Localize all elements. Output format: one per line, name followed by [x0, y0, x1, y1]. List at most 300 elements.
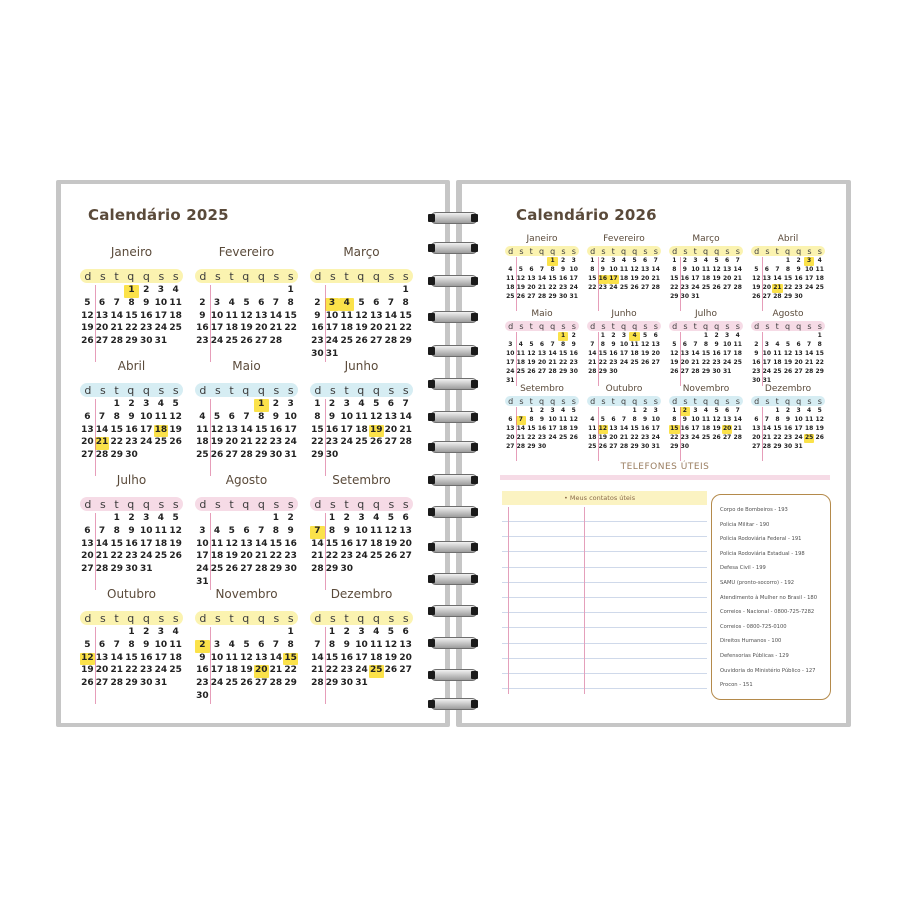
day-cell: 31 [762, 377, 772, 384]
day-cell: 5 [228, 525, 235, 536]
day-cell: 25 [558, 434, 568, 441]
month-março [669, 234, 743, 306]
day-cell: 18 [355, 424, 368, 435]
day-cell: 26 [225, 564, 239, 575]
day-cell: 24 [548, 434, 557, 441]
day-cell: 24 [609, 284, 618, 291]
emergency-number: Atendimento à Mulher no Brasil - 180 [720, 594, 818, 601]
day-cell: 16 [640, 425, 650, 432]
note-line [502, 567, 707, 568]
day-cell: 18 [154, 538, 168, 549]
day-cell: 5 [518, 266, 523, 273]
spiral-ring [430, 441, 478, 453]
weekday-header [195, 383, 298, 397]
emergency-numbers-box [711, 494, 831, 700]
day-cell: 20 [254, 665, 269, 678]
weekday-letter: s [653, 396, 658, 406]
day-cell: 16 [680, 425, 690, 432]
day-cell: 3 [693, 407, 698, 414]
day-cell: 8 [600, 341, 605, 348]
day-cell: 6 [529, 266, 534, 273]
weekday-header [310, 383, 413, 397]
day-cell: 13 [399, 639, 412, 650]
day-cell: 7 [272, 297, 280, 308]
day-cell: 13 [399, 525, 412, 536]
weekday-header [751, 396, 825, 406]
emergency-number: Correios - 0800-725-0100 [720, 623, 787, 630]
day-cell: 12 [210, 424, 224, 435]
day-cell: 27 [81, 450, 94, 461]
day-cell: 18 [773, 359, 782, 366]
note-margin [508, 507, 509, 694]
day-cell: 22 [670, 284, 679, 291]
day-cell: 21 [733, 275, 742, 282]
weekday-letter: t [611, 321, 615, 331]
day-cell: 28 [110, 678, 124, 689]
month-abril [751, 234, 825, 306]
day-cell: 6 [682, 341, 687, 348]
month-fevereiro [587, 234, 661, 306]
day-cell: 12 [355, 310, 368, 321]
day-cell: 12 [640, 341, 650, 348]
day-cell: 10 [619, 341, 629, 348]
day-cell: 8 [287, 639, 294, 650]
day-cell: 3 [213, 639, 221, 650]
day-cell: 10 [651, 416, 660, 423]
day-cell: 26 [169, 437, 182, 448]
day-cell: 1 [287, 285, 294, 295]
day-cell: 1 [113, 399, 120, 409]
day-cell: 21 [691, 359, 700, 366]
day-cell: 13 [240, 538, 253, 549]
day-cell: 10 [325, 310, 339, 321]
emergency-number: Polícia Rodoviária Federal - 191 [720, 536, 802, 543]
day-cell: 4 [339, 298, 354, 311]
weekday-letter: q [142, 497, 150, 511]
day-cell: 10 [196, 538, 209, 549]
day-cell: 14 [95, 538, 109, 549]
day-cell: 1 [328, 627, 336, 637]
day-cell: 9 [314, 310, 321, 321]
weekday-letter: q [372, 611, 380, 625]
day-cell: 5 [785, 341, 791, 348]
day-cell: 15 [110, 538, 124, 549]
day-cell: 21 [773, 284, 782, 291]
weekday-letter: t [529, 396, 533, 406]
day-cell: 6 [796, 341, 801, 348]
emergency-number: SAMU (pronto-socorro) - 192 [720, 579, 795, 586]
day-cell: 9 [561, 266, 566, 273]
day-cell: 5 [172, 399, 179, 409]
day-cell: 11 [516, 350, 526, 357]
weekday-letter: t [529, 246, 533, 256]
day-cell: 8 [328, 639, 336, 650]
day-cell: 22 [598, 359, 608, 366]
day-cell: 28 [804, 368, 814, 375]
weekday-letter: s [765, 321, 770, 331]
month-name: Abril [117, 359, 146, 373]
day-cell: 10 [210, 310, 224, 321]
weekday-letter: q [357, 611, 365, 625]
day-cell: 15 [558, 350, 568, 357]
weekday-letter: s [653, 246, 658, 256]
day-cell: 24 [139, 437, 153, 448]
day-cell: 24 [210, 336, 224, 347]
day-cell: 30 [125, 450, 138, 461]
day-cell: 5 [714, 407, 719, 414]
weekday-header [310, 497, 413, 511]
day-cell: 29 [558, 368, 568, 375]
day-cell: 8 [632, 416, 637, 423]
weekday-letter: s [273, 497, 280, 511]
day-cell: 21 [804, 359, 814, 366]
weekday-letter: q [372, 383, 380, 397]
day-cell: 25 [154, 437, 168, 448]
day-cell: 2 [143, 285, 150, 295]
day-cell: 23 [325, 437, 339, 448]
day-cell: 7 [764, 416, 769, 423]
day-cell: 1 [128, 627, 135, 637]
day-cell: 6 [228, 411, 235, 422]
day-cell: 12 [225, 538, 239, 549]
day-cell: 29 [125, 678, 138, 689]
day-cell: 8 [113, 411, 120, 422]
month-junho [310, 359, 413, 467]
day-cell: 6 [98, 639, 106, 650]
day-cell: 27 [254, 336, 268, 347]
day-cell: 8 [703, 341, 709, 348]
day-cell: 20 [537, 359, 547, 366]
day-cell: 4 [172, 285, 179, 295]
weekday-header [669, 396, 743, 406]
day-cell: 10 [691, 266, 700, 273]
day-cell: 11 [225, 652, 239, 663]
day-cell: 3 [725, 332, 730, 339]
day-cell: 28 [95, 564, 109, 575]
day-cell: 3 [343, 399, 350, 409]
day-cell: 20 [240, 551, 253, 562]
day-cell: 4 [358, 399, 365, 409]
day-cell: 22 [284, 323, 297, 334]
weekday-letter: d [314, 497, 322, 511]
day-cell: 13 [752, 425, 761, 432]
day-cell: 30 [558, 293, 568, 300]
margin-line [598, 257, 599, 311]
month-dezembro [751, 384, 825, 456]
day-cell: 20 [95, 665, 109, 676]
day-cell: 25 [701, 284, 711, 291]
day-cell: 26 [240, 336, 253, 347]
day-cell: 12 [630, 266, 639, 273]
weekday-letter: q [632, 396, 638, 406]
day-cell: 18 [369, 538, 383, 549]
day-cell: 29 [815, 368, 824, 375]
day-cell: 11 [773, 350, 782, 357]
weekday-header [751, 246, 825, 256]
weekday-letter: s [402, 611, 409, 625]
day-cell: 5 [373, 399, 380, 409]
day-cell: 20 [254, 323, 268, 334]
day-cell: 15 [588, 275, 597, 282]
day-cell: 25 [369, 665, 384, 678]
day-cell: 15 [125, 652, 138, 663]
day-cell: 22 [110, 437, 124, 448]
day-cell: 26 [640, 359, 650, 366]
day-cell: 26 [240, 678, 253, 689]
day-cell: 24 [569, 284, 578, 291]
day-cell: 14 [399, 411, 412, 422]
day-cell: 13 [254, 652, 268, 663]
margin-line [516, 257, 517, 311]
weekday-letter: s [388, 269, 395, 283]
weekday-letter: q [784, 321, 791, 331]
weekday-letter: t [611, 396, 615, 406]
day-cell: 6 [643, 257, 648, 264]
day-cell: 1 [254, 399, 269, 412]
emergency-number: Polícia Militar - 190 [720, 521, 770, 528]
day-cell: 13 [609, 425, 618, 432]
day-cell: 2 [143, 627, 150, 637]
day-cell: 9 [682, 416, 687, 423]
day-cell: 20 [81, 551, 94, 562]
margin-line [210, 627, 211, 704]
day-cell: 3 [358, 513, 365, 523]
day-cell: 1 [272, 513, 280, 523]
day-cell: 21 [619, 434, 629, 441]
day-cell: 16 [558, 275, 568, 282]
day-cell: 23 [537, 434, 547, 441]
day-cell: 7 [387, 297, 395, 308]
day-cell: 8 [328, 525, 336, 536]
month-name: Março [343, 245, 380, 259]
day-cell: 10 [284, 411, 297, 422]
day-cell: 25 [225, 336, 239, 347]
weekday-letter: q [538, 396, 545, 406]
day-cell: 24 [794, 434, 803, 441]
day-cell: 17 [355, 652, 368, 663]
month-janeiro [80, 245, 183, 353]
weekday-letter: q [357, 497, 365, 511]
weekday-header [195, 269, 298, 283]
day-cell: 12 [80, 653, 95, 666]
weekday-letter: q [142, 269, 150, 283]
weekday-header [80, 611, 183, 625]
weekday-letter: t [229, 269, 234, 283]
day-cell: 12 [569, 416, 578, 423]
weekday-letter: s [214, 383, 221, 397]
weekday-letter: q [550, 246, 556, 256]
day-cell: 20 [722, 275, 732, 282]
weekday-letter: d [672, 321, 678, 331]
day-cell: 27 [95, 678, 109, 689]
day-cell: 8 [314, 411, 321, 422]
day-cell: 26 [527, 368, 536, 375]
weekday-letter: d [672, 246, 678, 256]
note-line [502, 658, 707, 659]
day-cell: 1 [328, 513, 336, 523]
day-cell: 29 [630, 443, 639, 450]
day-cell: 7 [550, 341, 555, 348]
weekday-letter: s [388, 611, 395, 625]
day-cell: 25 [154, 551, 168, 562]
weekday-letter: t [114, 383, 119, 397]
day-cell: 31 [325, 348, 339, 359]
day-cell: 5 [817, 407, 822, 414]
margin-line [325, 513, 326, 590]
day-cell: 12 [712, 416, 721, 423]
day-cell: 1 [402, 285, 409, 295]
weekday-letter: s [561, 396, 566, 406]
day-cell: 19 [630, 275, 639, 282]
weekday-letter: d [590, 246, 596, 256]
day-cell: 28 [548, 368, 557, 375]
day-cell: 11 [619, 266, 629, 273]
day-cell: 28 [516, 443, 526, 450]
day-cell: 1 [817, 332, 822, 339]
weekday-header [669, 246, 743, 256]
month-name: Fevereiro [603, 234, 645, 244]
day-cell: 17 [762, 359, 772, 366]
day-cell: 12 [169, 525, 182, 536]
weekday-header [310, 611, 413, 625]
weekday-letter: q [257, 383, 265, 397]
day-cell: 3 [143, 513, 150, 523]
day-cell: 14 [384, 310, 398, 321]
day-cell: 16 [284, 538, 297, 549]
day-cell: 16 [196, 323, 209, 334]
day-cell: 7 [539, 266, 545, 273]
day-cell: 17 [196, 551, 209, 562]
day-cell: 23 [680, 434, 690, 441]
day-cell: 19 [81, 665, 94, 676]
day-cell: 29 [110, 450, 124, 461]
day-cell: 5 [529, 341, 534, 348]
day-cell: 13 [254, 310, 268, 321]
weekday-header [505, 396, 579, 406]
weekday-letter: s [643, 321, 648, 331]
weekday-letter: t [693, 396, 697, 406]
margin-line [95, 285, 96, 362]
day-cell: 29 [527, 443, 536, 450]
day-cell: 4 [373, 627, 380, 637]
weekday-letter: t [344, 269, 349, 283]
day-cell: 15 [527, 425, 536, 432]
weekday-letter: s [287, 611, 294, 625]
margin-line [95, 627, 96, 704]
day-cell: 31 [651, 443, 660, 450]
day-cell: 16 [311, 323, 324, 334]
month-novembro [669, 384, 743, 456]
day-cell: 19 [516, 284, 526, 291]
day-cell: 4 [228, 639, 235, 650]
spiral-ring [430, 506, 478, 518]
note-line [502, 521, 707, 522]
day-cell: 20 [794, 359, 803, 366]
day-cell: 30 [569, 368, 578, 375]
note-line [502, 643, 707, 644]
weekday-header [669, 321, 743, 331]
day-cell: 19 [670, 359, 679, 366]
margin-line [762, 407, 763, 461]
weekday-letter: q [127, 497, 135, 511]
day-cell: 21 [110, 323, 124, 334]
day-cell: 10 [794, 416, 803, 423]
weekday-letter: q [242, 269, 250, 283]
day-cell: 22 [783, 284, 793, 291]
day-cell: 13 [722, 416, 732, 423]
weekday-letter: s [807, 396, 812, 406]
day-cell: 15 [670, 425, 679, 432]
day-cell: 27 [762, 293, 772, 300]
day-cell: 31 [284, 450, 297, 461]
note-line [502, 551, 707, 552]
day-cell: 23 [125, 551, 138, 562]
day-cell: 25 [210, 564, 224, 575]
day-cell: 2 [314, 297, 321, 308]
spiral-ring [430, 378, 478, 390]
day-cell: 20 [762, 284, 772, 291]
weekday-letter: q [127, 269, 135, 283]
day-cell: 9 [643, 416, 648, 423]
day-cell: 13 [384, 411, 398, 422]
day-cell: 10 [691, 416, 700, 423]
day-cell: 19 [752, 284, 761, 291]
day-cell: 21 [95, 437, 110, 450]
day-cell: 19 [384, 652, 398, 663]
day-cell: 22 [399, 323, 412, 334]
day-cell: 18 [619, 275, 629, 282]
day-cell: 16 [752, 359, 761, 366]
day-cell: 26 [815, 434, 824, 441]
day-cell: 13 [506, 425, 515, 432]
day-cell: 5 [84, 639, 91, 650]
day-cell: 27 [81, 564, 94, 575]
weekday-letter: s [158, 383, 165, 397]
day-cell: 17 [619, 350, 629, 357]
day-cell: 20 [95, 323, 109, 334]
day-cell: 5 [632, 257, 637, 264]
day-cell: 12 [240, 310, 253, 321]
day-cell: 20 [225, 437, 239, 448]
day-cell: 16 [783, 425, 793, 432]
weekday-letter: q [784, 246, 791, 256]
day-cell: 26 [516, 293, 526, 300]
weekday-letter: s [653, 321, 658, 331]
margin-line [762, 257, 763, 311]
weekday-letter: d [672, 396, 678, 406]
day-cell: 23 [284, 551, 297, 562]
month-dezembro [310, 587, 413, 695]
day-cell: 3 [199, 525, 206, 536]
day-cell: 2 [785, 407, 791, 414]
day-cell: 7 [693, 341, 698, 348]
day-cell: 5 [213, 411, 221, 422]
day-cell: 29 [254, 450, 268, 461]
weekday-letter: s [99, 497, 106, 511]
month-abril [80, 359, 183, 467]
day-cell: 6 [508, 416, 513, 423]
day-cell: 26 [752, 293, 761, 300]
day-cell: 11 [169, 639, 182, 650]
day-cell: 28 [762, 443, 772, 450]
day-cell: 17 [794, 425, 803, 432]
day-cell: 9 [143, 297, 150, 308]
weekday-letter: q [632, 246, 638, 256]
day-cell: 1 [785, 257, 791, 264]
day-cell: 24 [619, 359, 629, 366]
day-cell: 5 [571, 407, 576, 414]
day-cell: 24 [154, 665, 168, 676]
